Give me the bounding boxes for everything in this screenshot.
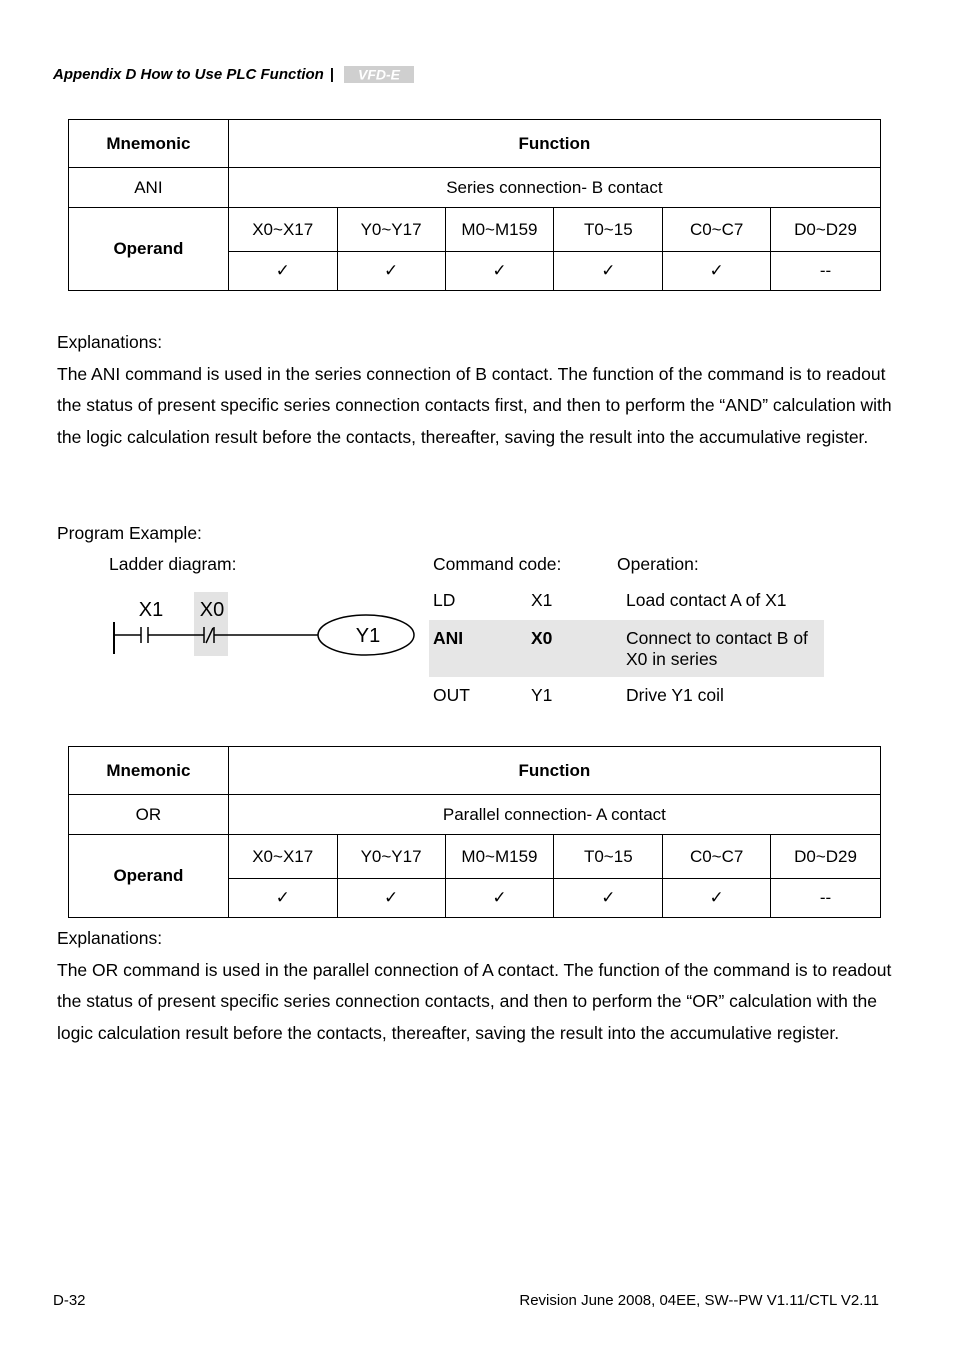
command-row [429,582,824,620]
revision-info: Revision June 2008, 04EE, SW--PW V1.11/CTL V2.11 [519,1292,879,1309]
operand-cell: X0~X17 [228,835,337,879]
mnemonic-header: Mnemonic [69,747,229,795]
command-code: ANI [433,628,464,648]
coil-y1-label: Y1 [355,625,381,647]
or-instruction-table [68,746,881,918]
ladder-diagram [108,592,418,664]
header-title: Appendix D How to Use PLC Function [53,66,324,83]
explanation-ani [57,327,897,453]
page-number: D-32 [53,1292,86,1309]
support-check: -- [771,879,881,918]
function-header: Function [228,120,880,168]
function-cell: Series connection- B contact [228,168,880,208]
operand-cell: M0~M159 [445,208,554,252]
support-check: ✓ [228,879,337,918]
vfd-e-logo [344,66,414,83]
operand-cell: M0~M159 [445,835,554,879]
contact-x0-label: X0 [199,599,225,621]
explanation-or [57,923,897,1049]
function-cell: Parallel connection- A contact [228,795,880,835]
support-check: ✓ [337,252,445,291]
support-check: -- [771,252,881,291]
operand-cell: T0~15 [554,835,663,879]
svg-text:VFD-E: VFD-E [358,66,401,83]
operand-cell: C0~C7 [663,208,771,252]
command-operand: Y1 [531,685,553,705]
command-code: OUT [433,685,470,705]
support-check: ✓ [445,252,554,291]
command-row-highlighted [429,620,824,677]
command-operand: X1 [531,590,553,610]
operand-cell: C0~C7 [663,835,771,879]
page-header [53,66,414,83]
explanation-heading: Explanations: [57,332,163,352]
operand-cell: D0~D29 [771,208,881,252]
contact-x1-label: X1 [138,599,164,621]
support-check: ✓ [663,879,771,918]
mnemonic-cell: OR [69,795,229,835]
support-check: ✓ [663,252,771,291]
mnemonic-header: Mnemonic [69,120,229,168]
command-code-label: Command code: [433,554,562,574]
header-separator: | [329,66,335,83]
command-code: LD [433,590,456,610]
ani-instruction-table [68,119,881,291]
command-code-table [429,582,824,712]
command-operation: Connect to contact B of X0 in series [626,628,808,669]
support-check: ✓ [337,879,445,918]
program-example-heading: Program Example: [57,523,202,543]
support-check: ✓ [554,879,663,918]
explanation-text: The ANI command is used in the series connection of B contact. The function of the command is to readout the status of present specific series connection contacts first, and then to perform the “AND” calculation with the logic calculation result before the contacts, thereafter, saving the result into the accumulative register. [57,363,892,447]
operand-cell: Y0~Y17 [337,208,445,252]
command-operand: X0 [531,628,553,648]
command-row [429,677,824,712]
operand-cell: T0~15 [554,208,663,252]
command-operation: Load contact A of X1 [626,590,787,610]
operation-label: Operation: [617,554,699,574]
command-operation: Drive Y1 coil [626,685,724,705]
mnemonic-cell: ANI [69,168,229,208]
function-header: Function [228,747,880,795]
ladder-diagram-label: Ladder diagram: [109,554,237,574]
support-check: ✓ [445,879,554,918]
support-check: ✓ [554,252,663,291]
explanation-text: The OR command is used in the parallel connection of A contact. The function of the command is to readout the status of present specific series connection contacts, and then to perform the “OR” calculation with the logic calculation result before the contacts, thereafter, saving the result into the accumulative register. [57,959,892,1043]
operand-label: Operand [69,835,229,918]
operand-cell: X0~X17 [228,208,337,252]
operand-label: Operand [69,208,229,291]
support-check: ✓ [228,252,337,291]
operand-cell: D0~D29 [771,835,881,879]
explanation-heading: Explanations: [57,928,163,948]
operand-cell: Y0~Y17 [337,835,445,879]
